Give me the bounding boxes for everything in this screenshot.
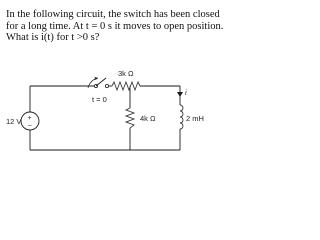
switch: [88, 77, 109, 104]
series-resistor-zigzag: [112, 82, 140, 90]
current-arrow-icon: [177, 92, 183, 97]
series-resistor-label: 3k Ω: [118, 69, 134, 78]
circuit-diagram: [0, 0, 224, 158]
question-line-1: In the following circuit, the switch has been closed: [6, 9, 220, 20]
current-indicator: [177, 88, 187, 97]
switch-contact: [105, 84, 108, 87]
series-resistor: [112, 69, 140, 90]
switch-label: t = 0: [92, 95, 107, 104]
voltage-source: [6, 112, 39, 130]
current-label: i: [185, 88, 187, 97]
source-minus-sign: −: [27, 122, 32, 130]
question-line-2: for a long time. At t = 0 s it moves to open position.: [6, 20, 224, 32]
voltage-source-label: 12 V: [6, 117, 22, 126]
page: [0, 0, 224, 158]
shunt-resistor: [126, 108, 156, 128]
inductor: [180, 105, 204, 129]
shunt-resistor-label: 4k Ω: [140, 114, 156, 123]
shunt-resistor-zigzag: [126, 108, 134, 128]
inductor-label: 2 mH: [186, 114, 204, 123]
inductor-coil: [180, 105, 183, 129]
switch-blade: [96, 78, 106, 86]
source-plus-sign: +: [27, 115, 32, 122]
question-line-3: What is i(t) for t >0 s?: [6, 32, 100, 43]
